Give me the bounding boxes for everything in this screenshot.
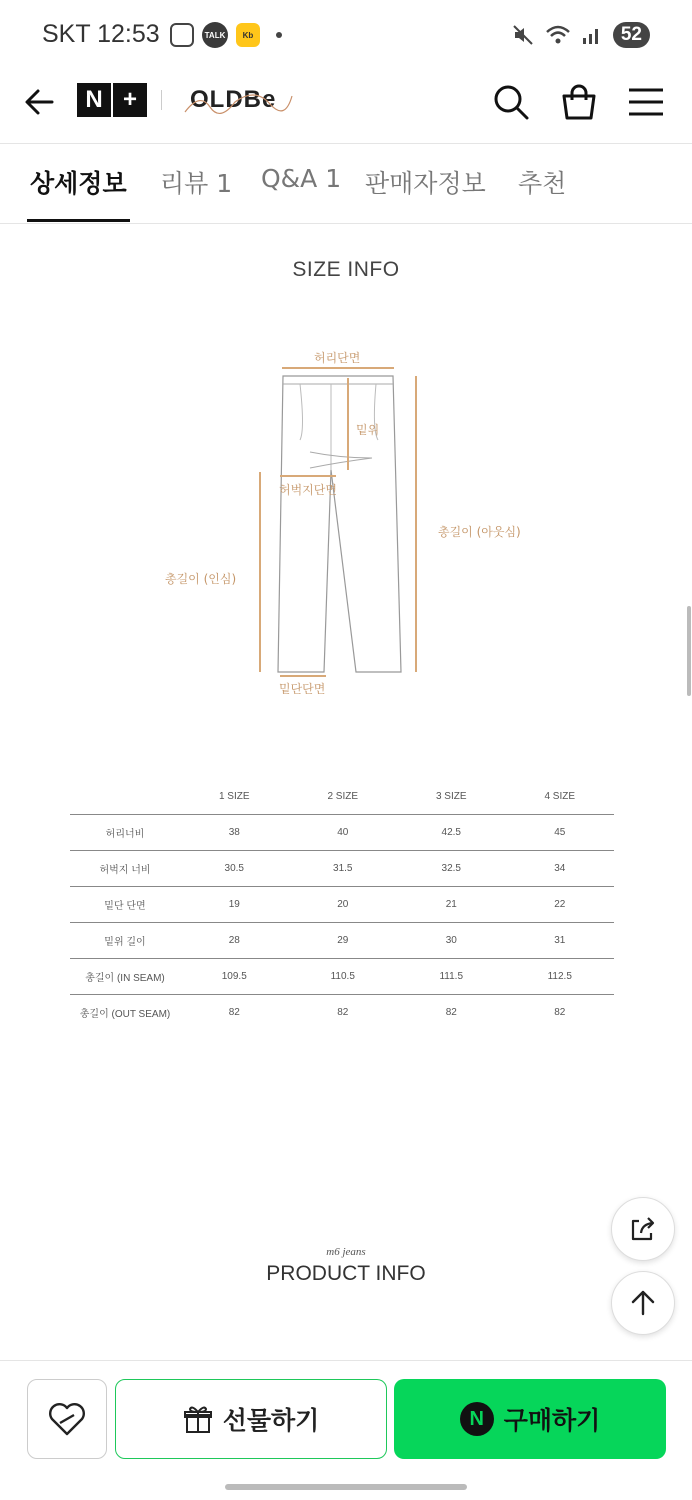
buy-button[interactable]: [394, 1379, 666, 1459]
table-row: [70, 814, 614, 850]
product-info-subtitle: m6 jeans: [326, 1246, 366, 1258]
bottom-action-bar: [0, 1360, 692, 1500]
scrollbar[interactable]: [687, 606, 691, 696]
size-table: [70, 780, 614, 1030]
table-row-label: 총길이 (OUT SEAM): [79, 1008, 171, 1020]
table-header-cell: 1 SIZE: [180, 780, 289, 814]
table-cell: 19: [180, 886, 289, 922]
table-cell: 38: [180, 814, 289, 850]
table-row: [70, 850, 614, 886]
share-button[interactable]: [611, 1197, 675, 1261]
share-icon: [627, 1213, 659, 1245]
buy-label: 구매하기: [503, 1406, 601, 1435]
signal-icon: [581, 24, 603, 46]
plus-badge: +: [113, 83, 147, 117]
status-carrier-time: SKT 12:53: [42, 20, 160, 48]
tab-recommend[interactable]: 추천: [518, 169, 567, 198]
naver-pay-icon: N: [460, 1402, 494, 1436]
battery-indicator: 52: [613, 22, 650, 48]
table-cell: 82: [445, 1006, 457, 1018]
table-row-label: 허리너비: [70, 814, 180, 850]
top-nav: [0, 70, 692, 144]
table-row-label: 허벅지 너비: [70, 850, 180, 886]
status-bar: [0, 0, 692, 70]
size-info-title: SIZE INFO: [292, 258, 400, 281]
table-cell: 40: [289, 814, 398, 850]
table-cell: 34: [506, 850, 615, 886]
tab-details[interactable]: 상세정보: [30, 169, 127, 198]
wishlist-button[interactable]: [27, 1379, 107, 1459]
gift-button[interactable]: [115, 1379, 387, 1459]
home-indicator[interactable]: [225, 1484, 467, 1490]
table-row: [70, 958, 614, 994]
table-cell: 21: [397, 886, 506, 922]
table-cell: 20: [289, 886, 398, 922]
kakaotalk-icon: TALK: [202, 22, 228, 48]
diagram-label-outseam: 총길이 (아웃심): [438, 525, 521, 539]
table-row: [70, 994, 614, 1030]
arrow-up-icon: [628, 1288, 658, 1318]
tab-seller-info[interactable]: 판매자정보: [365, 169, 486, 198]
shopping-bag-icon[interactable]: [559, 82, 599, 122]
system-icons: [511, 22, 650, 48]
menu-icon[interactable]: [626, 82, 666, 122]
table-cell: 82: [337, 1006, 349, 1018]
table-header-cell: 4 SIZE: [506, 780, 615, 814]
table-cell: 110.5: [289, 958, 398, 994]
table-header-cell: 3 SIZE: [397, 780, 506, 814]
screenshot-icon: [170, 23, 194, 47]
scroll-top-button[interactable]: [611, 1271, 675, 1335]
table-cell: 111.5: [397, 958, 506, 994]
active-tab-indicator: [27, 219, 130, 222]
kb-bank-icon: Kb: [236, 23, 260, 47]
table-cell: 109.5: [180, 958, 289, 994]
table-cell: 112.5: [506, 958, 615, 994]
diagram-label-thigh: 허벅지단면: [279, 483, 337, 497]
table-cell: 42.5: [397, 814, 506, 850]
table-cell: 31.5: [289, 850, 398, 886]
table-cell: 30.5: [180, 850, 289, 886]
table-header-cell: [70, 780, 180, 814]
notification-icons: [170, 22, 282, 48]
table-cell: 22: [506, 886, 615, 922]
table-row-label: 총길이 (IN SEAM): [70, 958, 180, 994]
n-badge: N: [77, 83, 111, 117]
diagram-label-hem: 밑단단면: [279, 682, 326, 696]
gift-label: 선물하기: [222, 1406, 320, 1435]
product-tabs: [0, 144, 692, 224]
table-header-row: [70, 780, 614, 814]
table-cell: 45: [506, 814, 615, 850]
naver-plus-logo[interactable]: [77, 83, 147, 117]
table-cell: 28: [180, 922, 289, 958]
table-cell: 82: [228, 1006, 240, 1018]
diagram-label-rise: 밑위: [356, 423, 380, 437]
table-row-label: 밑단 단면: [70, 886, 180, 922]
more-notifications-dot: [276, 32, 282, 38]
table-cell: 32.5: [397, 850, 506, 886]
diagram-label-inseam: 총길이 (인심): [165, 572, 237, 586]
brand-logo[interactable]: OLDBe: [190, 86, 277, 113]
table-cell: 82: [554, 1006, 566, 1018]
gift-icon: [183, 1404, 213, 1434]
diagram-label-waist: 허리단면: [314, 351, 361, 365]
search-icon[interactable]: [491, 82, 531, 122]
tab-qna[interactable]: Q&A 1: [261, 164, 342, 193]
table-row: [70, 922, 614, 958]
product-info-title: PRODUCT INFO: [266, 1262, 426, 1285]
heart-icon: [47, 1401, 87, 1437]
wifi-icon: [545, 24, 571, 46]
back-arrow-icon[interactable]: [22, 84, 58, 120]
table-row-label: 밑위 길이: [70, 922, 180, 958]
table-cell: 29: [289, 922, 398, 958]
table-row: [70, 886, 614, 922]
table-cell: 30: [397, 922, 506, 958]
tab-reviews[interactable]: 리뷰 1: [160, 169, 233, 198]
table-cell: 31: [506, 922, 615, 958]
mute-icon: [511, 23, 535, 47]
divider: [161, 90, 162, 110]
table-header-cell: 2 SIZE: [289, 780, 398, 814]
